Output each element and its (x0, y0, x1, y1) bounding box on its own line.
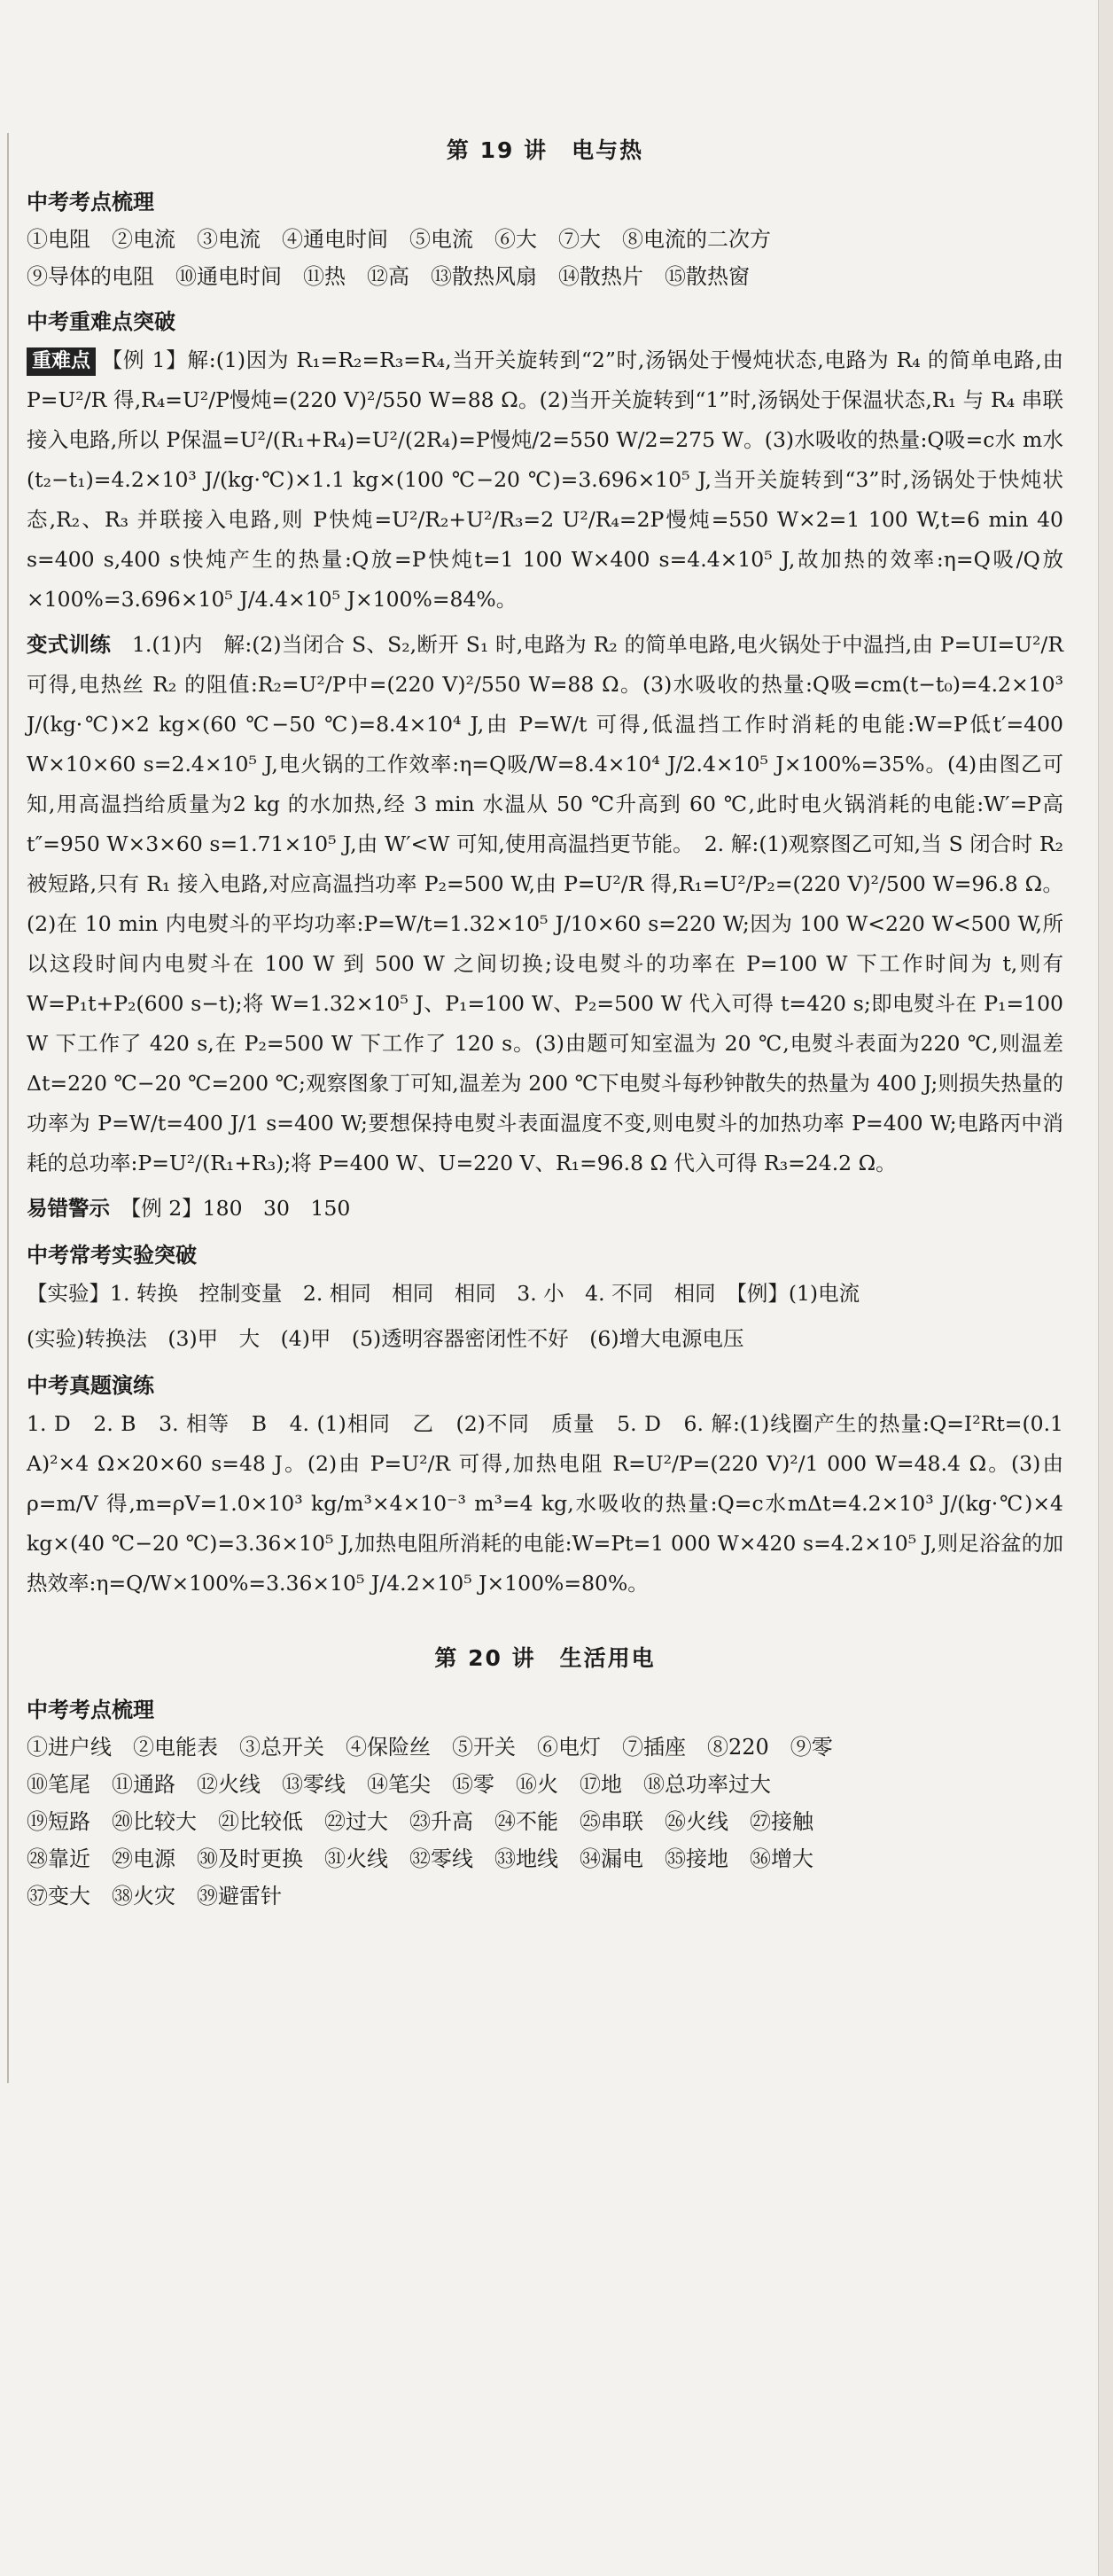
l20-points-line-2: ⑩笔尾 ⑪通路 ⑫火线 ⑬零线 ⑭笔尖 ⑮零 ⑯火 ⑰地 ⑱总功率过大 (27, 1772, 771, 1797)
variant-1-text: 1.(1)内 解:(2)当闭合 S、S₂,断开 S₁ 时,电路为 R₂ 的简单电路,电火锅处于中温挡,由 P=UI=U²/R 可得,电热丝 R₂ 的阻值:R₂=U²/P中=(220 V)²/550 W=88 Ω。(3)水吸收的热量:Q吸=cm(t−t₀)=4.2×10³ J/(kg·℃)×2 kg×(60 ℃−50 ℃)=8.4×10⁴ J,由 P=W/t 可得,低温挡工作时消耗的电能:W=P低t′=400 W×10×60 s=2.4×10⁵ J,电火锅的工作效率:η=Q吸/W=8.4×10⁴ J/2.4×10⁵ J×100%=35%。(4)由图乙可知,用高温挡给质量为2 kg 的水加热,经 3 min 水温从 50 ℃升高到 60 ℃,此时电火锅消耗的电能:W′=P高t″=950 W×3×60 s=1.71×10⁵ J,由 W′<W 可知,使用高温挡更节能。 (27, 632, 1064, 856)
example-1-text: 【例 1】解:(1)因为 R₁=R₂=R₃=R₄,当开关旋转到“2”时,汤锅处于慢炖状态,电路为 R₄ 的简单电路,由 P=U²/R 得,R₄=U²/P慢炖=(220 V)²/550 W=88 Ω。(2)当开关旋转到“1”时,汤锅处于保温状态,R₁ 与 R₄ 串联接入电路,所以 P保温=U²/(R₁+R₄)=U²/(2R₄)=P慢炖/2=550 W/2=275 W。(3)水吸收的热量:Q吸=c水 m水 (t₂−t₁)=4.2×10³ J/(kg·℃)×1.1 kg×(100 ℃−20 ℃)=3.696×10⁵ J,当开关旋转到“3”时,汤锅处于快炖状态,R₂、R₃ 并联接入电路,则 P快炖=U²/R₂+U²/R₃=2 U²/R₄=2P慢炖=550 W×2=1 100 W,t=6 min 40 s=400 s,400 s快炖产生的热量:Q放=P快炖t=1 100 W×400 s=4.4×10⁵ J,故加热的效率:η=Q吸/Q放×100%=3.696×10⁵ J/4.4×10⁵ J×100%=84%。 (27, 347, 1063, 612)
l20-points-line-4: ㉘靠近 ㉙电源 ㉚及时更换 ㉛火线 ㉜零线 ㉝地线 ㉞漏电 ㉟接地 ㊱增大 (27, 1846, 813, 1871)
variant-label: 变式训练 (27, 632, 112, 657)
variant-2-text: 2. 解:(1)观察图乙可知,当 S 闭合时 R₂ 被短路,只有 R₁ 接入电路,对应高温挡功率 P₂=500 W,由 P=U²/R 得,R₁=U²/P₂=(220 V)²/500 W=96.8 Ω。(2)在 10 min 内电熨斗的平均功率:P=W/t=1.32×10⁵ J/10×60 s=220 W;因为 100 W<220 W<500 W,所以这段时间内电熨斗在 100 W 到 500 W 之间切换;设电熨斗的功率在 P=100 W 下工作时间为 t,则有 W=P₁t+P₂(600 s−t);将 W=1.32×10⁵ J、P₁=100 W、P₂=500 W 代入可得 t=420 s;即电熨斗在 P₁=100 W 下工作了 420 s,在 P₂=500 W 下工作了 120 s。(3)由题可知室温为 20 ℃,电熨斗表面为220 ℃,则温差 Δt=220 ℃−20 ℃=200 ℃;观察图象丁可知,温差为 200 ℃下电熨斗每秒钟散失的热量为 400 J;则损失热量的功率为 P=W/t=400 J/1 s=400 W;要想保持电熨斗表面温度不变,则电熨斗的加热功率 P=400 W;电路丙中消耗的总功率:P=U²/(R₁+R₃);将 P=400 W、U=220 V、R₁=96.8 Ω 代入可得 R₃=24.2 Ω。 (27, 831, 1063, 1175)
section-points-20: 中考考点梳理 (27, 1698, 154, 1722)
l20-points-line-5: ㊲变大 ㊳火灾 ㊴避雷针 (27, 1884, 282, 1909)
margin-rule (7, 133, 9, 2083)
points-line-1: ①电阻 ②电流 ③电流 ④通电时间 ⑤电流 ⑥大 ⑦大 ⑧电流的二次方 (27, 227, 771, 252)
lesson-19-title: 第 19 讲 电与热 (446, 137, 644, 163)
mistake-label: 易错警示 (27, 1196, 110, 1221)
experiment-line-2: (实验)转换法 (3)甲 大 (4)甲 (5)透明容器密闭性不好 (6)增大电源电压 (27, 1326, 744, 1351)
section-real-exam: 中考真题演练 (27, 1373, 154, 1398)
real-exam-text: 1. D 2. B 3. 相等 B 4. (1)相同 乙 (2)不同 质量 5. D 6. 解:(1)线圈产生的热量:Q=I²Rt=(0.1 A)²×4 Ω×20×60 s=48 J。(2)由 P=U²/R 可得,加热电阻 R=U²/P=(220 V)²/1 000 W=48.4 Ω。(3)由 ρ=m/V 得,m=ρV=1.0×10³ kg/m³×4×10⁻³ m³=4 kg,水吸收的热量:Q=c水mΔt=4.2×10³ J/(kg·℃)×4 kg×(40 ℃−20 ℃)=3.36×10⁵ J,加热电阻所消耗的电能:W=Pt=1 000 W×420 s=4.2×10⁵ J,则足浴盆的加热效率:η=Q/W×100%=3.36×10⁵ J/4.2×10⁵ J×100%=80%。 (27, 1411, 1063, 1596)
lesson-20-title: 第 20 讲 生活用电 (434, 1645, 656, 1671)
mistake-text: 【例 2】180 30 150 (130, 1196, 351, 1221)
example-1 (27, 340, 1063, 620)
variant-training (27, 625, 1063, 1183)
experiment-line-1: 【实验】1. 转换 控制变量 2. 相同 相同 相同 3. 小 4. 不同 相同 【例】(1)电流 (27, 1281, 860, 1306)
l20-points-line-1: ①进户线 ②电能表 ③总开关 ④保险丝 ⑤开关 ⑥电灯 ⑦插座 ⑧220 ⑨零 (27, 1735, 833, 1760)
section-points-19: 中考考点梳理 (27, 190, 154, 215)
l20-points-line-3: ⑲短路 ⑳比较大 ㉑比较低 ㉒过大 ㉓升高 ㉔不能 ㉕串联 ㉖火线 ㉗接触 (27, 1809, 813, 1834)
mistake-warning (27, 1189, 1063, 1229)
key-tag: 重难点 (27, 347, 96, 376)
answer-page (27, 133, 1063, 1915)
points-line-2: ⑨导体的电阻 ⑩通电时间 ⑪热 ⑫高 ⑬散热风扇 ⑭散热片 ⑮散热窗 (27, 264, 750, 289)
adjacent-page-edge (1098, 0, 1113, 2576)
section-key-points: 中考重难点突破 (27, 309, 175, 334)
section-experiments: 中考常考实验突破 (27, 1243, 197, 1268)
